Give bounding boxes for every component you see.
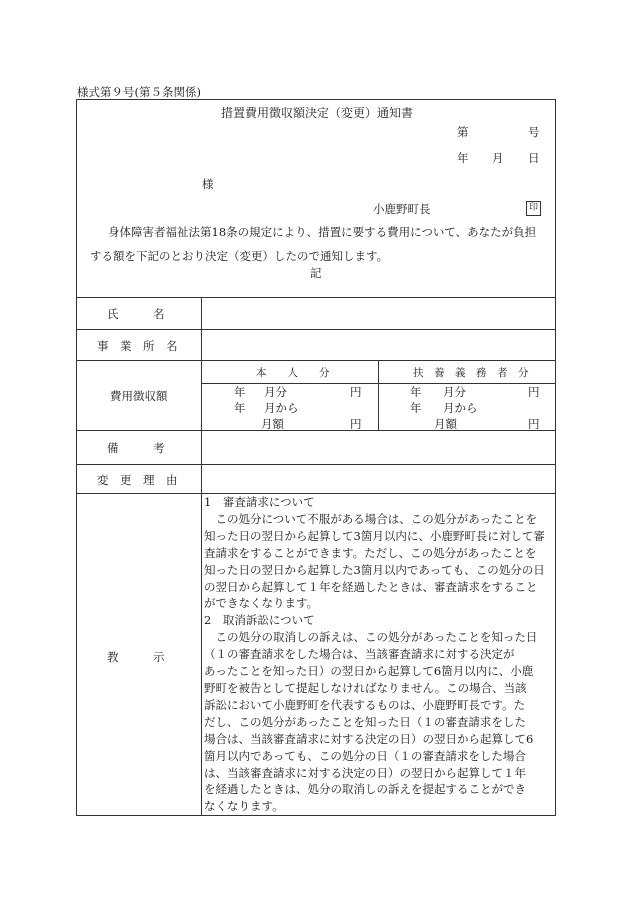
notice-p1-line: 知った日の翌日から起算した3箇月以内であっても、この処分の日 <box>204 562 545 577</box>
seal-mark: 印 <box>526 201 541 216</box>
notice-p1-line: 査請求をすることができます。ただし、この処分があったことを <box>204 545 537 560</box>
fee-self-month: 月分 <box>264 385 287 399</box>
body-text-line1: 身体障害者福祉法第18条の規定により、措置に要する費用について、あなたが負担 <box>108 225 537 239</box>
label-reason: 変 更 理 由 <box>97 473 178 487</box>
label-business: 事 業 所 名 <box>97 339 178 353</box>
date-year: 年 <box>457 151 469 165</box>
notice-p2-line: なくなります。 <box>204 799 284 814</box>
fee-self-year: 年 <box>234 385 246 399</box>
fee-supporter-year: 年 <box>410 385 422 399</box>
notice-p2-line: 訴訟において小鹿野町を代表するものは、小鹿野町長です。た <box>204 697 526 712</box>
notice-p1-line: ができなくなります。 <box>204 596 319 611</box>
notice-p2-line: 箇月以内であっても、この処分の日（１の審査請求をした場合 <box>204 748 526 763</box>
fee-supporter-yen: 円 <box>528 385 540 399</box>
fee-self-from-month: 月から <box>264 401 299 415</box>
date-day: 日 <box>528 151 540 165</box>
fee-supporter-header: 扶 養 義 務 者 分 <box>413 367 529 379</box>
fee-self-monthly-yen: 円 <box>350 417 362 431</box>
notice-form <box>76 99 556 816</box>
fee-self-monthly: 月額 <box>261 417 284 431</box>
notice-p2-line: だし、この処分があったことを知った日（１の審査請求をした <box>204 714 526 729</box>
notice-p2-line: を経過したときは、処分の取消しの訴えを提起することができ <box>204 782 526 797</box>
fee-self-yen: 円 <box>350 385 362 399</box>
notice-p2-line: は、当該審査請求に対する決定の日）の翌日から起算して１年 <box>204 765 526 780</box>
form-number: 様式第９号(第５条関係) <box>77 85 201 99</box>
doc-number-prefix: 第 <box>457 125 469 139</box>
notice-p1-line: 知った日の翌日から起算して3箇月以内に、小鹿野町長に対して審 <box>204 528 545 543</box>
notice-body <box>204 494 549 815</box>
label-notice: 教 示 <box>107 650 165 664</box>
notice-heading-2: 2 取消訴訟について <box>204 613 315 628</box>
document-title: 措置費用徴収額決定（変更）通知書 <box>221 106 414 120</box>
fee-supporter-month: 月分 <box>443 385 466 399</box>
notice-p2-line: 野町を被告として提起しなければなりません。この場合、当該 <box>204 680 527 695</box>
body-text-line2: する額を下記のとおり決定（変更）したので通知します。 <box>90 249 389 263</box>
label-name: 氏 名 <box>107 307 165 321</box>
notice-p1-line: この処分について不服がある場合は、この処分があったことを <box>204 511 538 526</box>
notice-p2-line: あったことを知った日）の翌日から起算して6箇月以内に、小鹿 <box>204 664 534 679</box>
fee-supporter-from-year: 年 <box>410 401 422 415</box>
ki-mark: 記 <box>310 266 322 280</box>
issuer-name: 小鹿野町長 <box>373 202 431 216</box>
fee-supporter-monthly-yen: 円 <box>528 417 540 431</box>
notice-p2-line: （１の審査請求をした場合は、当該審査請求に対する決定が <box>204 647 515 662</box>
fee-supporter-from-month: 月から <box>443 401 478 415</box>
notice-p2-line: この処分の取消しの訴えは、この処分があったことを知った日 <box>204 630 538 645</box>
label-fee: 費用徴収額 <box>110 389 168 403</box>
fee-self-from-year: 年 <box>234 401 246 415</box>
label-remarks: 備 考 <box>107 441 165 455</box>
notice-p1-line: の翌日から起算して１年を経過したときは、審査請求をすること <box>204 579 538 594</box>
fee-self-header: 本 人 分 <box>256 367 330 379</box>
notice-p2-line: 場合は、当該審査請求に対する決定の日）の翌日から起算して6 <box>204 731 534 746</box>
notice-heading-1: 1 審査請求について <box>204 495 315 509</box>
doc-number-suffix: 号 <box>528 125 540 139</box>
addressee-suffix: 様 <box>202 177 214 191</box>
fee-supporter-monthly: 月額 <box>434 417 457 431</box>
date-month: 月 <box>492 151 504 165</box>
